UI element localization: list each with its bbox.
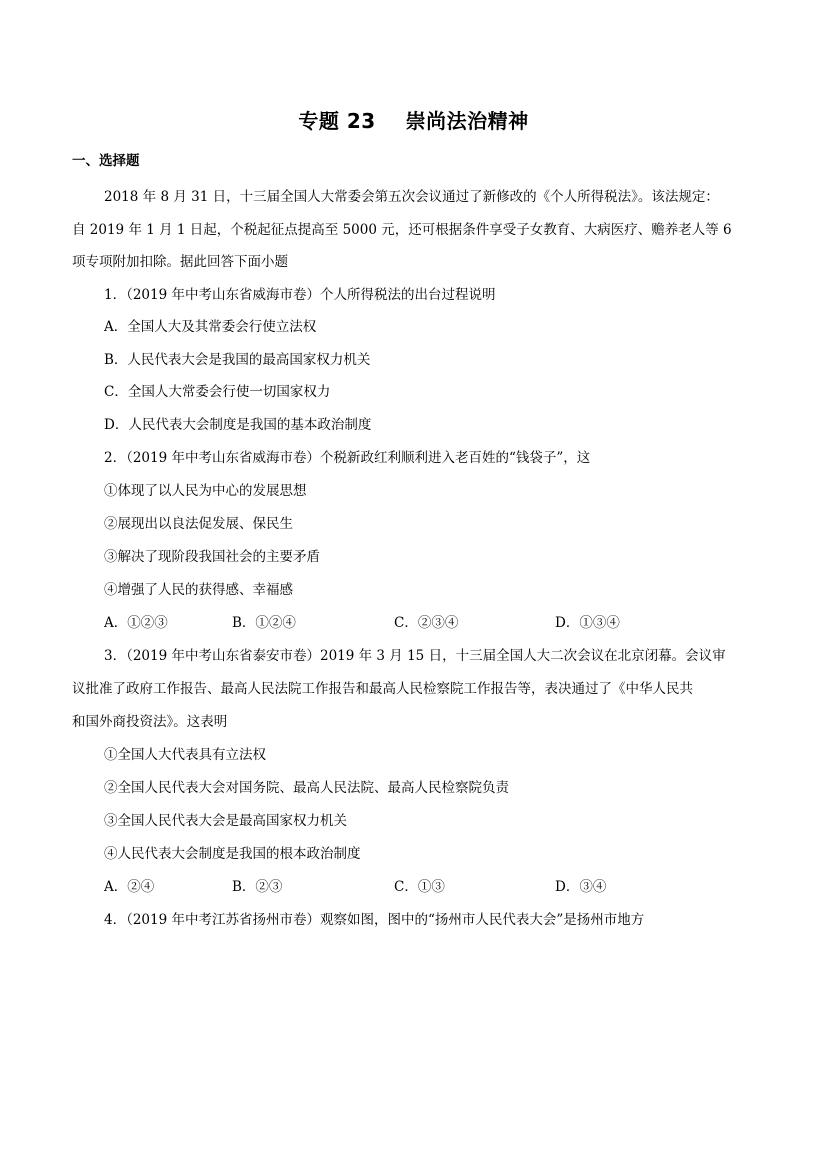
- section-heading: 一、选择题: [72, 153, 140, 169]
- question-1-option-a: A．全国人大及其常委会行使立法权: [104, 319, 317, 335]
- question-1-option-b: B．人民代表大会是我国的最高国家权力机关: [104, 352, 371, 368]
- question-3-option-b: B．②③: [232, 879, 283, 895]
- question-1-option-d: D．人民代表大会制度是我国的基本政治制度: [104, 417, 372, 433]
- question-2-stem: 2．（2019 年中考山东省威海市卷）个税新政红利顺利进入老百姓的“钱袋子”，这: [104, 450, 591, 466]
- intro-line: 自 2019 年 1 月 1 日起，个税起征点提高至 5000 元，还可根据条件享受子女教育、大病医疗、赡养老人等 6: [72, 222, 732, 238]
- question-3-option-c: C．①③: [394, 879, 445, 895]
- question-2-option-c: C．②③④: [394, 615, 459, 631]
- question-2-statement: ①体现了以人民为中心的发展思想: [104, 483, 307, 499]
- question-2-option-d: D．①③④: [555, 615, 620, 631]
- question-2-statement: ④增强了人民的获得感、幸福感: [104, 582, 293, 598]
- question-2-options: [104, 612, 744, 634]
- question-2-option-b: B．①②④: [232, 615, 296, 631]
- question-3-statement: ③全国人民代表大会是最高国家权力机关: [104, 813, 347, 829]
- question-3-stem: 和国外商投资法》。这表明: [72, 714, 228, 730]
- question-3-option-a: A．②④: [104, 879, 155, 895]
- page-title: 专题 23 崇尚法治精神: [298, 109, 529, 133]
- question-3-statement: ④人民代表大会制度是我国的根本政治制度: [104, 846, 361, 862]
- question-3-option-d: D．③④: [555, 879, 607, 895]
- question-2-statement: ③解决了现阶段我国社会的主要矛盾: [104, 549, 320, 565]
- question-3-statement: ②全国人民代表大会对国务院、最高人民法院、最高人民检察院负责: [104, 780, 509, 796]
- question-2-option-a: A．①②③: [104, 615, 168, 631]
- question-3-options: [104, 876, 744, 898]
- question-3-statement: ①全国人大代表具有立法权: [104, 747, 266, 763]
- question-1-stem: 1．（2019 年中考山东省威海市卷）个人所得税法的出台过程说明: [104, 287, 496, 303]
- intro-line: 2018 年 8 月 31 日，十三届全国人大常委会第五次会议通过了新修改的《个人所得税法》。该法规定：: [104, 189, 719, 205]
- question-1-option-c: C．全国人大常委会行使一切国家权力: [104, 384, 331, 400]
- question-2-statement: ②展现出以良法促发展、保民生: [104, 516, 293, 532]
- question-3-stem: 议批准了政府工作报告、最高人民法院工作报告和最高人民检察院工作报告等，表决通过了《中华人民共: [72, 681, 693, 697]
- question-4-stem: 4．（2019 年中考江苏省扬州市卷）观察如图，图中的“扬州市人民代表大会”是扬州市地方: [104, 912, 645, 928]
- question-3-stem: 3．（2019 年中考山东省泰安市卷）2019 年 3 月 15 日，十三届全国人大二次会议在北京闭幕。会议审: [104, 648, 726, 664]
- intro-line: 项专项附加扣除。据此回答下面小题: [72, 254, 288, 270]
